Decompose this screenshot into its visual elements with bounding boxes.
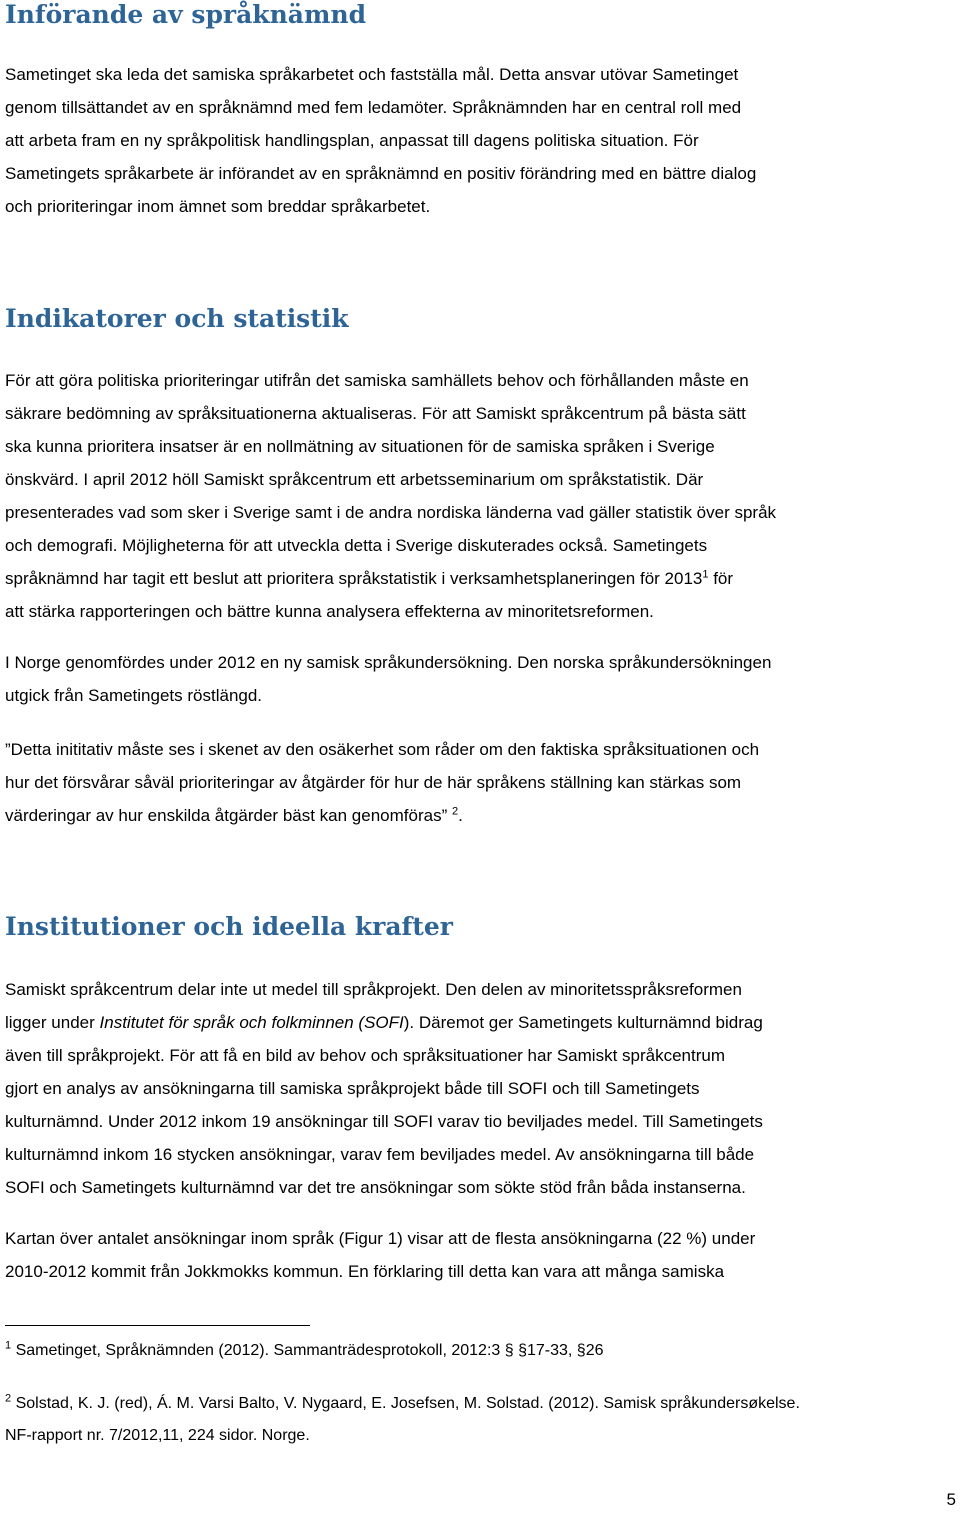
paragraph-kartan [5,1222,960,1288]
footnote-ref-2[interactable]: 2 [451,805,459,818]
page-number: 5 [946,1490,956,1509]
text-line: I Norge genomfördes under 2012 en ny samisk språkundersökning. Den norska språkundersökningen [5,653,772,672]
footnote-mark: 1 [5,1339,12,1352]
text-line: Samiskt språkcentrum delar inte ut medel till språkprojekt. Den delen av minoritetsspråksreformen [5,980,742,999]
text-line: och demografi. Möjligheterna för att utveckla detta i Sverige diskuterades också. Sametingets [5,536,708,555]
text-line: gjort en analys av ansökningarna till samiska språkprojekt både till SOFI och till Sametingets [5,1079,700,1098]
text-line: säkrare bedömning av språksituationerna aktualiseras. För att Samiskt språkcentrum på bästa sätt [5,404,746,423]
text-run: ). Däremot ger Sametingets kulturnämnd bidrag [403,1013,763,1032]
footnote-2 [5,1388,960,1452]
text-line [5,1006,960,1039]
text-line: ska kunna prioritera insatser är en nollmätning av situationen för de samiska språken i Sverige [5,437,715,456]
text-line: För att göra politiska prioriteringar utifrån det samiska samhällets behov och förhållanden måste en [5,371,749,390]
text-run: språknämnd har tagit ett beslut att prioritera språkstatistik i verksamhetsplaneringen för 2013 [5,569,703,588]
text-line: önskvärd. I april 2012 höll Samiskt språkcentrum ett arbetsseminarium om språkstatistik. Där [5,470,704,489]
paragraph-indikatorer [5,364,960,628]
footnote-text: Sametinget, Språknämnden (2012). Sammanträdesprotokoll, 2012:3 § §17-33, §26 [11,1342,604,1359]
footnote-1 [5,1335,960,1367]
text-line: kulturnämnd inkom 16 stycken ansökningar, varav fem beviljades medel. Av ansökningarna till både [5,1145,755,1164]
institution-name: Institutet för språk och folkminnen (SOFI [99,1013,404,1032]
quote-paragraph [5,733,960,832]
text-run: . [458,806,463,825]
text-line: Kartan över antalet ansökningar inom språk (Figur 1) visar att de flesta ansökningarna (22 %) under [5,1229,756,1248]
text-line: kulturnämnd. Under 2012 inkom 19 ansökningar till SOFI varav tio beviljades medel. Till Sametingets [5,1112,763,1131]
footnote-ref-1[interactable]: 1 [702,568,709,581]
text-line: även till språkprojekt. För att få en bild av behov och språksituationer har Samiskt språkcentrum [5,1046,726,1065]
text-line [5,799,960,832]
footnote-mark: 2 [5,1392,12,1405]
text-line: att stärka rapporteringen och bättre kunna analysera effekterna av minoritetsreformen. [5,602,654,621]
text-line: Sametinget ska leda det samiska språkarbetet och fastställa mål. Detta ansvar utövar Sametinget [5,65,739,84]
paragraph-norge [5,646,960,712]
paragraph-sprak-namnd [5,58,960,223]
text-line: 2010-2012 kommit från Jokkmokks kommun. En förklaring till detta kan vara att många samiska [5,1262,725,1281]
text-run: för [708,569,734,588]
text-line: Sametingets språkarbete är införandet av en språknämnd en positiv förändring med en bättre dialog [5,164,757,183]
text-line: genom tillsättandet av en språknämnd med fem ledamöter. Språknämnden har en central roll med [5,98,742,117]
section-heading-sprak-namnd: Införande av språknämnd [5,0,367,29]
section-heading-institutioner: Institutioner och ideella krafter [5,912,453,941]
text-line [5,1335,960,1367]
text-line [5,1388,960,1420]
footnote-text-cont: NF-rapport nr. 7/2012,11, 224 sidor. Norge. [5,1427,310,1444]
text-line: ”Detta inititativ måste ses i skenet av den osäkerhet som råder om den faktiska språksituationen och [5,740,760,759]
text-line: utgick från Sametingets röstlängd. [5,686,263,705]
paragraph-institutioner [5,973,960,1204]
text-run: värderingar av hur enskilda åtgärder bäst kan genomföras” [5,806,452,825]
text-line: och prioriteringar inom ämnet som breddar språkarbetet. [5,197,431,216]
text-run: ligger under [5,1013,100,1032]
text-line: SOFI och Sametingets kulturnämnd var det tre ansökningar som sökte stöd från båda instanserna. [5,1178,746,1197]
text-line [5,562,960,595]
footnote-text: Solstad, K. J. (red), Á. M. Varsi Balto, V. Nygaard, E. Josefsen, M. Solstad. (2012). Samisk språkundersøkelse. [11,1395,800,1412]
text-line: hur det försvårar såväl prioriteringar av åtgärder för hur de här språkens ställning kan stärkas som [5,773,742,792]
text-line: att arbeta fram en ny språkpolitisk handlingsplan, anpassat till dagens politiska situation. För [5,131,699,150]
footnote-separator [5,1325,310,1326]
section-heading-indikatorer: Indikatorer och statistik [5,304,349,333]
text-line: presenterades vad som sker i Sverige samt i de andra nordiska länderna vad gäller statistik över språk [5,503,777,522]
